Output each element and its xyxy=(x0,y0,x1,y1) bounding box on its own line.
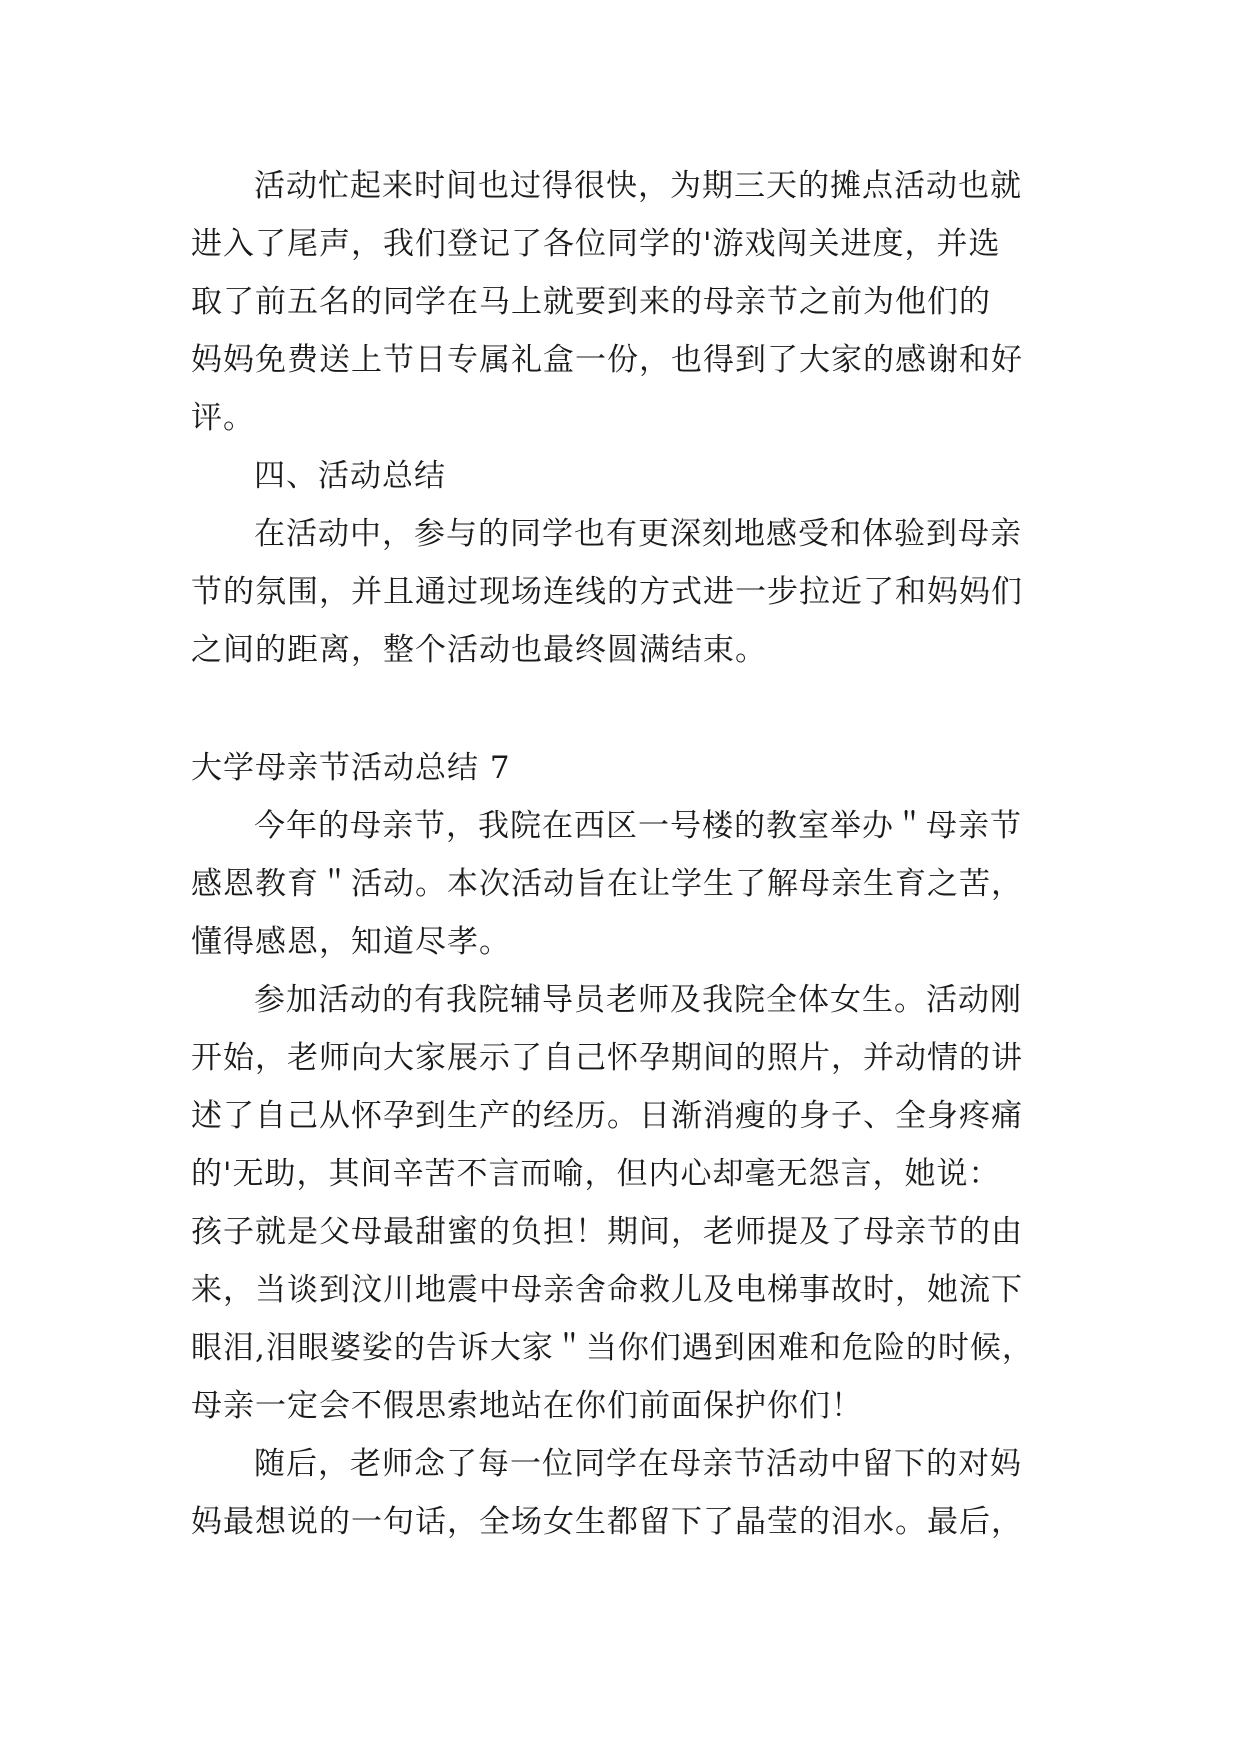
paragraph-4-line-7: 眼泪,泪眼婆娑的告诉大家＂当你们遇到困难和危险的时候， xyxy=(191,1330,1034,1366)
paragraph-1-line-4: 妈妈免费送上节日专属礼盒一份，也得到了大家的感谢和好 xyxy=(191,342,1023,378)
paragraph-4-line-6: 来，当谈到汶川地震中母亲舍命救儿及电梯事故时，她流下 xyxy=(191,1272,1023,1308)
paragraph-1-line-2: 进入了尾声，我们登记了各位同学的'游戏闯关进度，并选 xyxy=(191,226,1001,262)
paragraph-1-line-3: 取了前五名的同学在马上就要到来的母亲节之前为他们的 xyxy=(191,284,991,320)
paragraph-4-line-8: 母亲一定会不假思索地站在你们前面保护你们！ xyxy=(191,1388,863,1424)
paragraph-4-line-5: 孩子就是父母最甜蜜的负担！期间，老师提及了母亲节的由 xyxy=(191,1214,1023,1250)
section-heading: 四、活动总结 xyxy=(254,458,446,494)
paragraph-2-line-2: 节的氛围，并且通过现场连线的方式进一步拉近了和妈妈们 xyxy=(191,574,1023,610)
paragraph-5-line-2: 妈最想说的一句话，全场女生都留下了晶莹的泪水。最后， xyxy=(191,1504,1023,1540)
paragraph-4-line-4: 的'无助，其间辛苦不言而喻，但内心却毫无怨言，她说： xyxy=(191,1156,1001,1192)
paragraph-1-line-5: 评。 xyxy=(191,400,255,436)
paragraph-3-line-2: 感恩教育＂活动。本次活动旨在让学生了解母亲生育之苦， xyxy=(191,866,1023,902)
paragraph-4-line-3: 述了自己从怀孕到生产的经历。日渐消瘦的身子、全身疼痛 xyxy=(191,1098,1023,1134)
paragraph-2-line-1: 在活动中，参与的同学也有更深刻地感受和体验到母亲 xyxy=(254,516,1022,552)
article-title: 大学母亲节活动总结 7 xyxy=(191,750,511,786)
paragraph-4-line-1: 参加活动的有我院辅导员老师及我院全体女生。活动刚 xyxy=(254,982,1022,1018)
paragraph-1-line-1: 活动忙起来时间也过得很快，为期三天的摊点活动也就 xyxy=(254,168,1022,204)
paragraph-5-line-1: 随后，老师念了每一位同学在母亲节活动中留下的对妈 xyxy=(254,1446,1022,1482)
paragraph-3-line-1: 今年的母亲节，我院在西区一号楼的教室举办＂母亲节 xyxy=(254,808,1022,844)
paragraph-4-line-2: 开始，老师向大家展示了自己怀孕期间的照片，并动情的讲 xyxy=(191,1040,1023,1076)
paragraph-3-line-3: 懂得感恩，知道尽孝。 xyxy=(191,924,511,960)
paragraph-2-line-3: 之间的距离，整个活动也最终圆满结束。 xyxy=(191,632,767,668)
